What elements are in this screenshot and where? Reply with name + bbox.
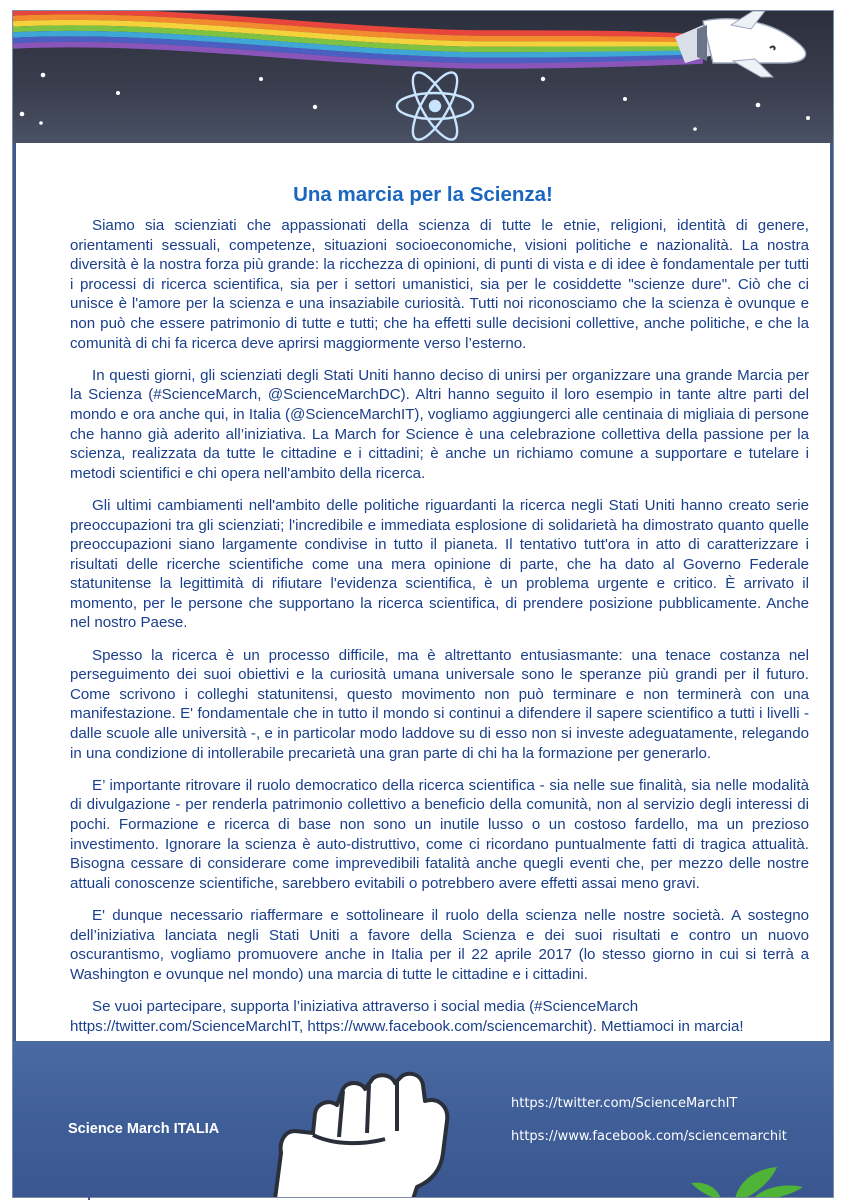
paragraph-1: Siamo sia scienziati che appassionati della scienza di tutte le etnie, religioni, identità di genere, orientamenti sessuali, competenze, situazioni socioeconomiche, visioni politiche e nazionalità. La nostra diversità è la nostra forza più grande: la ricchezza di opinioni, di punti di vista e di idee è fondamentale per tutti i processi di ricerca scientifica, sia per i settori umanistici, sia per le cosiddette "scienze dure". Ciò che ci unisce è l'amore per la scienza e una insaziabile curiosità. Tutti noi riconosciamo che la scienza è ovunque e non può che essere patrimonio di tutte e tutti; che ha effetti sulle decisioni collettive, anche politiche, e che la comunità di chi fa ricerca deve aprirsi maggiormente verso l’esterno.: [70, 217, 809, 352]
paragraph-4: Spesso la ricerca è un processo difficile, ma è altrettanto entusiasmante: una tenace costanza nel perseguimento dei suoi obiettivi e la curiosità umana universale sono le speranze più grandi per il futuro. Come scrivono i colleghi statunitensi, questo movimento non può terminare e non terminerà con una manifestazione. E' fondamentale che in tutto il mondo si continui a difendere il sapere scientifico a tutti i livelli - dalle scuole alle università -, e in particolar modo laddove su di esso non si investe adeguatamente, relegando in una condizione di intollerabile precarietà una gran parte di chi ha la formazione per generarlo.: [70, 646, 809, 762]
paragraph-7: Se vuoi partecipare, supporta l’iniziativa attraverso i social media (#ScienceMarch https://twitter.com/ScienceMarchIT, https://www.facebook.com/sciencemarchit). Mettiamoci in marcia!: [70, 997, 744, 1035]
page-title: Una marcia per la Scienza!: [293, 183, 553, 206]
footer-banner: [13, 1041, 833, 1198]
footer-brand: Science March ITALIA: [68, 1121, 220, 1137]
letter-body: [70, 216, 809, 1049]
page-edge-mark: [88, 1190, 90, 1200]
twitter-link[interactable]: https://twitter.com/ScienceMarchIT: [511, 1096, 738, 1111]
page: [12, 10, 834, 1198]
header-banner: [13, 11, 833, 143]
paragraph-3: Gli ultimi cambiamenti nell'ambito delle politiche riguardanti la ricerca negli Stati Uniti hanno creato serie preoccupazioni tra gli scienziati; l'incredibile e immediata esplosione di solidarietà ha dimostrato quanto quelle preoccupazioni siano largamente condivise in tutto il pianeta. Il tentativo tutt'ora in atto di caratterizzare i risultati delle ricerche scientifiche come una mera opinione di parte, che ha dato al Governo Federale statunitense la legittimità di rifiutare l'evidenza scientifica, è un problema urgente e critico. È arrivato il momento, per le persone che supportano la ricerca scientifica, di prendere posizione pubblicamente. Anche nel nostro Paese.: [70, 496, 809, 632]
raised-fist-icon: [275, 1074, 447, 1198]
letter-content: [13, 143, 833, 1043]
header-illustration: [13, 11, 833, 143]
paragraph-5: E’ importante ritrovare il ruolo democratico della ricerca scientifica - sia nelle sue finalità, sia nelle modalità di divulgazione - per renderla patrimonio collettivo a beneficio della comunità, non al servizio degli interessi di pochi. Formazione e ricerca di base non sono un inutile lusso o un costoso fardello, ma un prezioso investimento. Ignorare la scienza è auto-distruttivo, come ci ricordano puntualmente fatti di tragica attualità. Bisogna cessare di considerare come imprevedibili fatalità anche quegli eventi che, per mezzo delle nostre attuali conoscenze scientifiche, sarebbero evitabili o potrebbero avere effetti assai meno gravi.: [70, 776, 809, 892]
plant-leaf-icon: [691, 1167, 803, 1198]
space-shuttle-icon: [675, 11, 806, 77]
rainbow-trail: [13, 12, 703, 66]
paragraph-6: E' dunque necessario riaffermare e sottolineare il ruolo della scienza nelle nostre società. A sostegno dell’iniziativa lanciata negli Stati Uniti a favore della Scienza e dei suoi risultati e contro un nuovo oscurantismo, vogliamo promuovere anche in Italia per il 22 aprile 2017 (lo stesso giorno in cui si terrà a Washington e ovunque nel mondo) una marcia di tutte le cittadine e i cittadini.: [70, 906, 809, 983]
atom-icon: [397, 67, 473, 143]
paragraph-2: In questi giorni, gli scienziati degli Stati Uniti hanno deciso di unirsi per organizzare una grande Marcia per la Scienza (#ScienceMarch, @ScienceMarchDC). Altri hanno seguito il loro esempio in tante altre parti del mondo e ora anche qui, in Italia (@ScienceMarchIT), vogliamo aggiungerci alle centinaia di migliaia di persone che hanno già aderito all’iniziativa. La March for Science è una celebrazione collettiva della passione per la scienza, realizzata da tutte le cittadine e i cittadini; è anche un richiamo comune a supportare e tutelare i metodi scientifici e chi opera nell'ambito della ricerca.: [70, 366, 809, 482]
footer-illustration: [13, 1041, 833, 1198]
facebook-link[interactable]: https://www.facebook.com/sciencemarchit: [511, 1129, 787, 1144]
